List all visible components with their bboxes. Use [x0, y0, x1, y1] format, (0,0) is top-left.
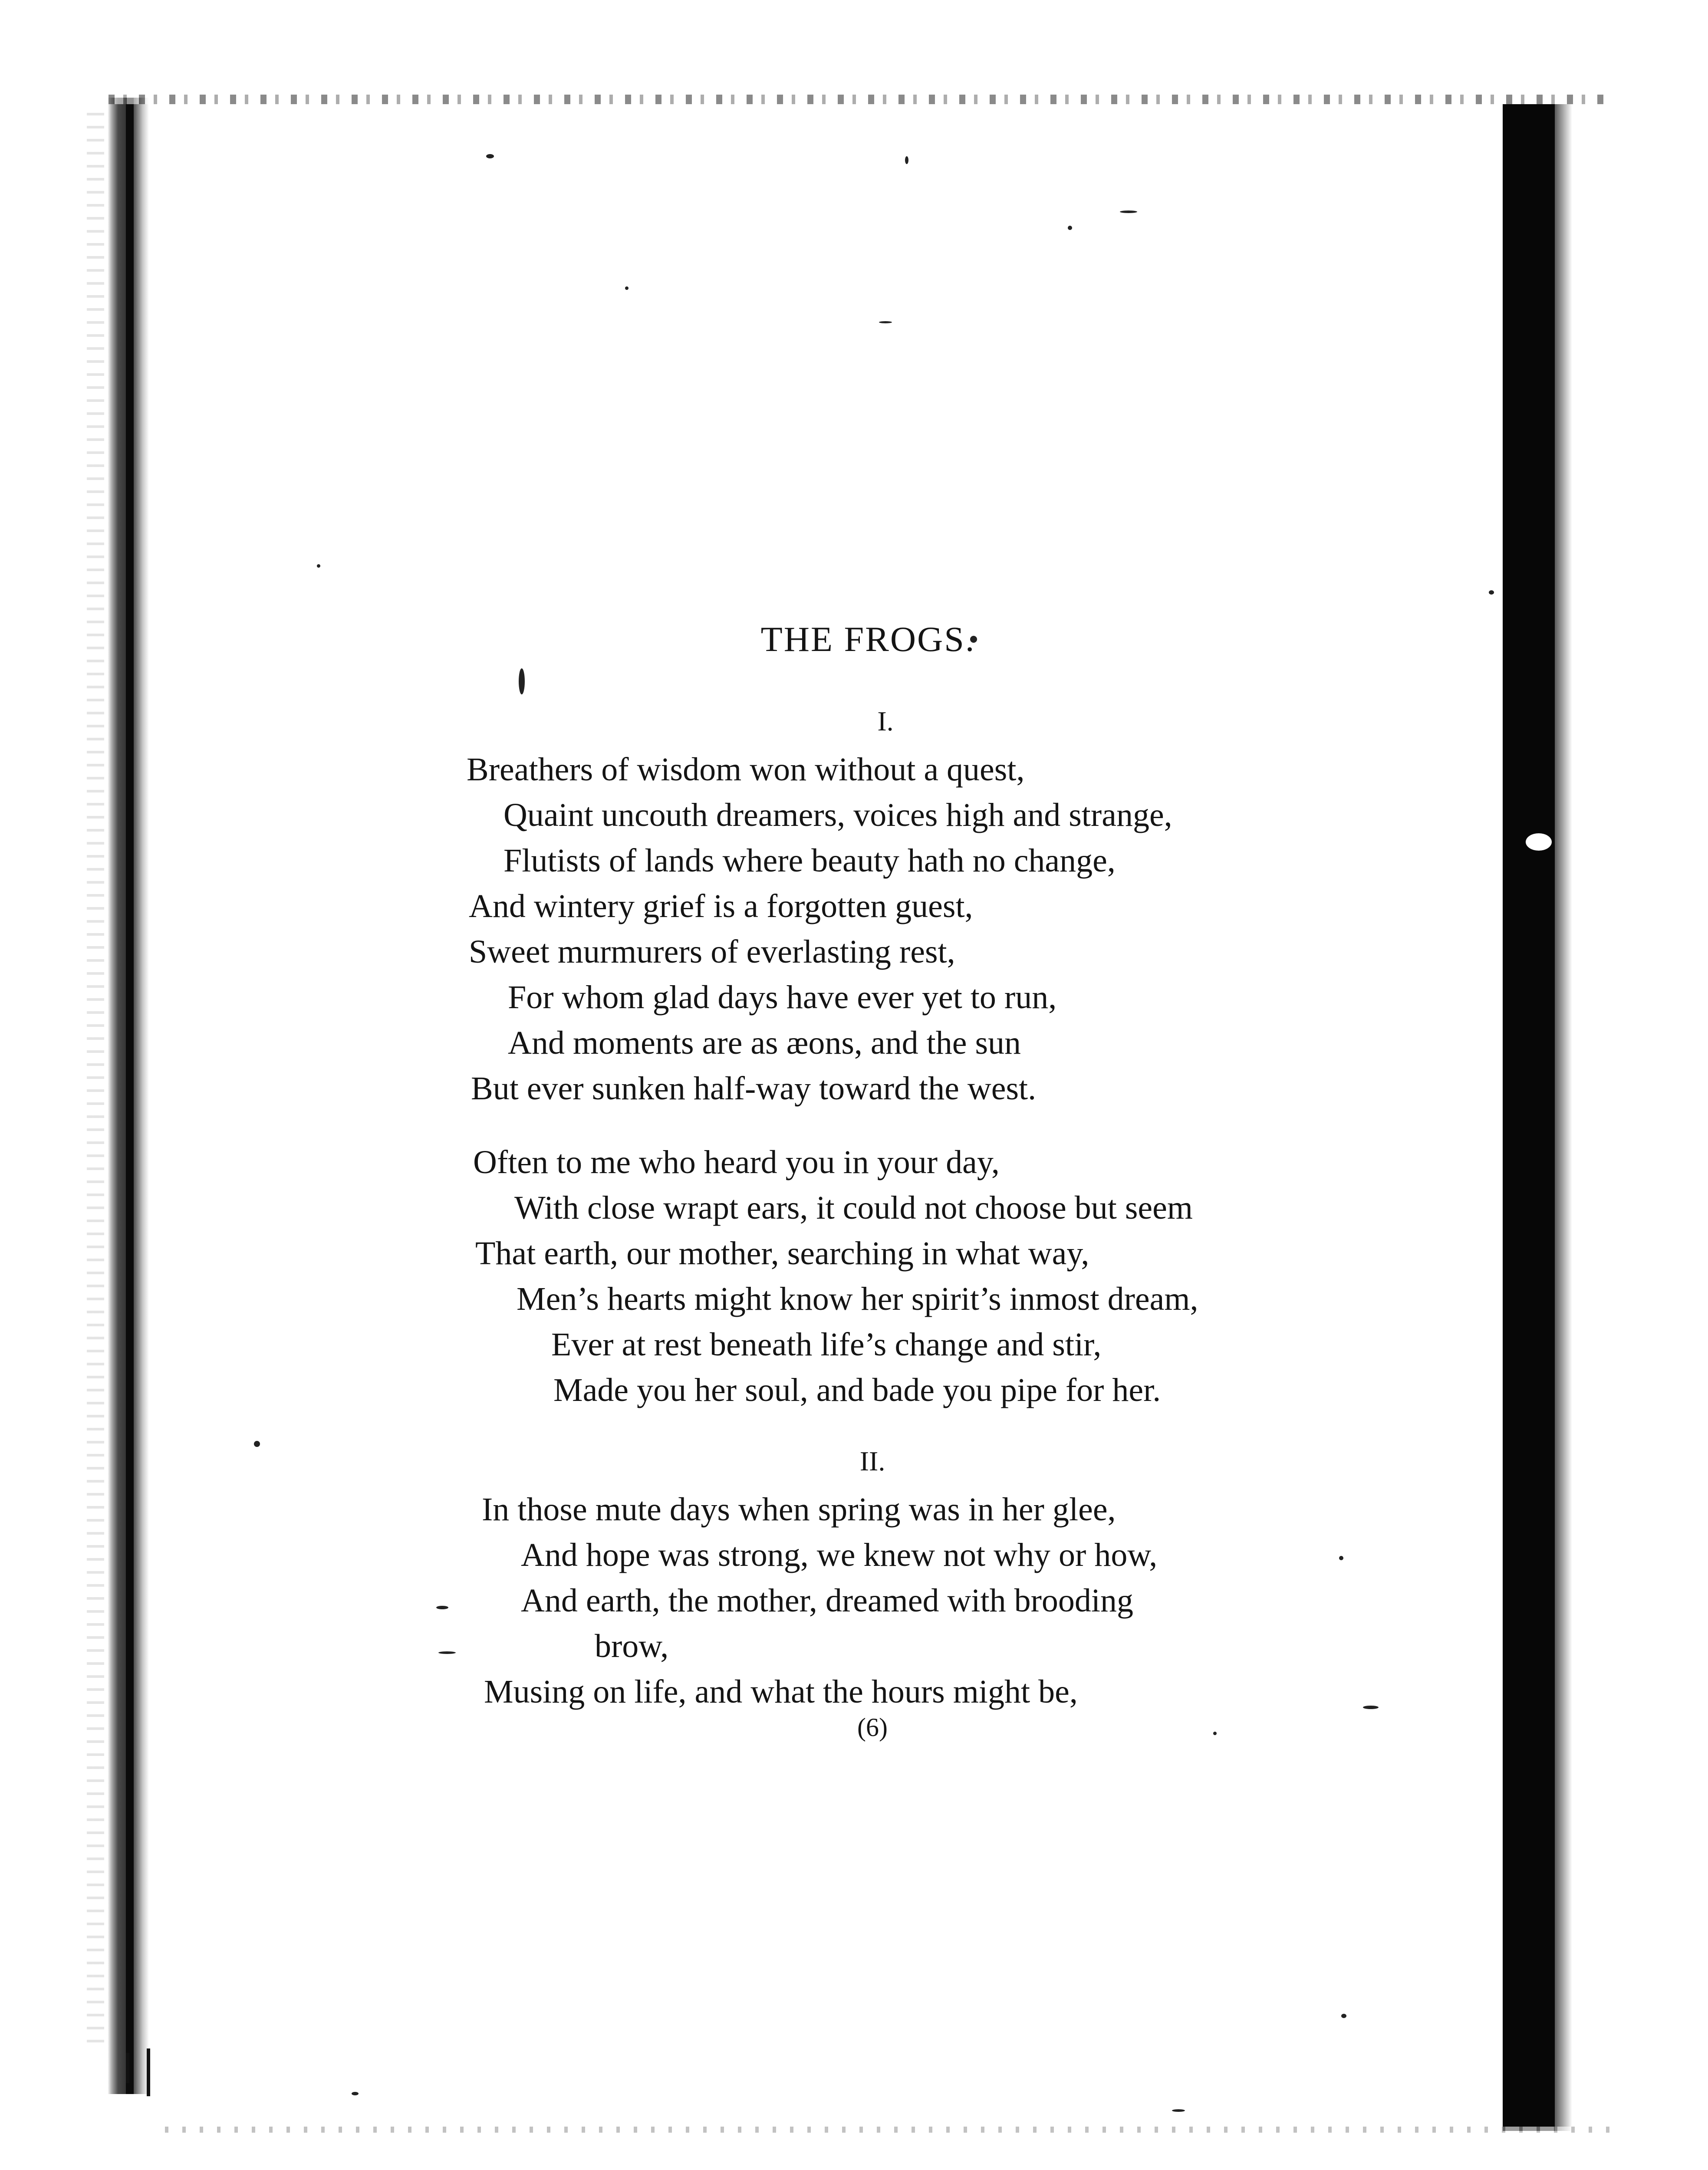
scan-speck-light	[1526, 833, 1552, 851]
scan-speck	[1213, 1732, 1217, 1735]
scan-speck	[352, 2092, 359, 2095]
poem-line: Quaint uncouth dreamers, voices high and strange,	[504, 797, 1172, 833]
book-spine-right	[1503, 104, 1555, 2131]
poem-line: That earth, our mother, searching in what way,	[475, 1235, 1089, 1272]
page-edge-bottom	[165, 2127, 1619, 2133]
scan-corner-mark	[126, 2048, 152, 2105]
scan-speck	[1120, 210, 1137, 213]
poem-line: Men’s hearts might know her spirit’s inmost dream,	[517, 1281, 1198, 1317]
page-edge-top	[109, 95, 1606, 104]
scan-speck	[436, 1606, 448, 1609]
scan-speck	[625, 286, 629, 290]
poem-title: THE FROGS.	[760, 619, 976, 659]
poem-line: Made you her soul, and bade you pipe for her.	[553, 1372, 1161, 1408]
poem-line: Sweet murmurers of everlasting rest,	[469, 934, 955, 970]
page-number: (6)	[857, 1713, 888, 1742]
poem-line: Flutists of lands where beauty hath no change,	[504, 842, 1116, 879]
poem-line: brow,	[595, 1628, 669, 1664]
scan-speck	[1339, 1556, 1343, 1560]
scan-speck	[1341, 2014, 1346, 2018]
poem-line: Often to me who heard you in your day,	[473, 1144, 1000, 1180]
scan-speck	[1172, 2109, 1185, 2112]
scan-speck	[1363, 1706, 1379, 1709]
book-spine-left-shadow	[126, 98, 134, 2094]
scan-speck	[438, 1651, 456, 1654]
poem-line: Breathers of wisdom won without a quest,	[467, 751, 1025, 788]
poem-line: And hope was strong, we knew not why or how,	[521, 1537, 1158, 1573]
scan-speck	[486, 154, 494, 158]
poem-line: Ever at rest beneath life’s change and stir,	[551, 1326, 1102, 1363]
scan-speck	[317, 564, 320, 568]
poem-line: And moments are as æons, and the sun	[508, 1025, 1021, 1061]
poem-line: But ever sunken half-way toward the west.	[471, 1070, 1037, 1107]
poem-line: And earth, the mother, dreamed with brooding	[521, 1582, 1134, 1619]
scan-speck	[905, 156, 908, 164]
book-spine-right-fade	[1555, 104, 1572, 2131]
scan-speck	[254, 1441, 260, 1447]
poem-line: In those mute days when spring was in her glee,	[482, 1491, 1116, 1528]
poem-line: Musing on life, and what the hours might be,	[484, 1674, 1078, 1710]
scan-speck	[519, 668, 525, 694]
poem-line: And wintery grief is a forgotten guest,	[469, 888, 973, 924]
poem-line: With close wrapt ears, it could not choose but seem	[514, 1190, 1193, 1226]
scan-speck	[1489, 590, 1494, 595]
poem-line: For whom glad days have ever yet to run,	[508, 979, 1057, 1016]
page-edge-left-outer	[87, 113, 104, 2044]
section-numeral: I.	[877, 706, 894, 736]
scan-speck	[1068, 226, 1072, 230]
section-numeral: II.	[859, 1446, 885, 1476]
scan-speck	[879, 321, 892, 323]
